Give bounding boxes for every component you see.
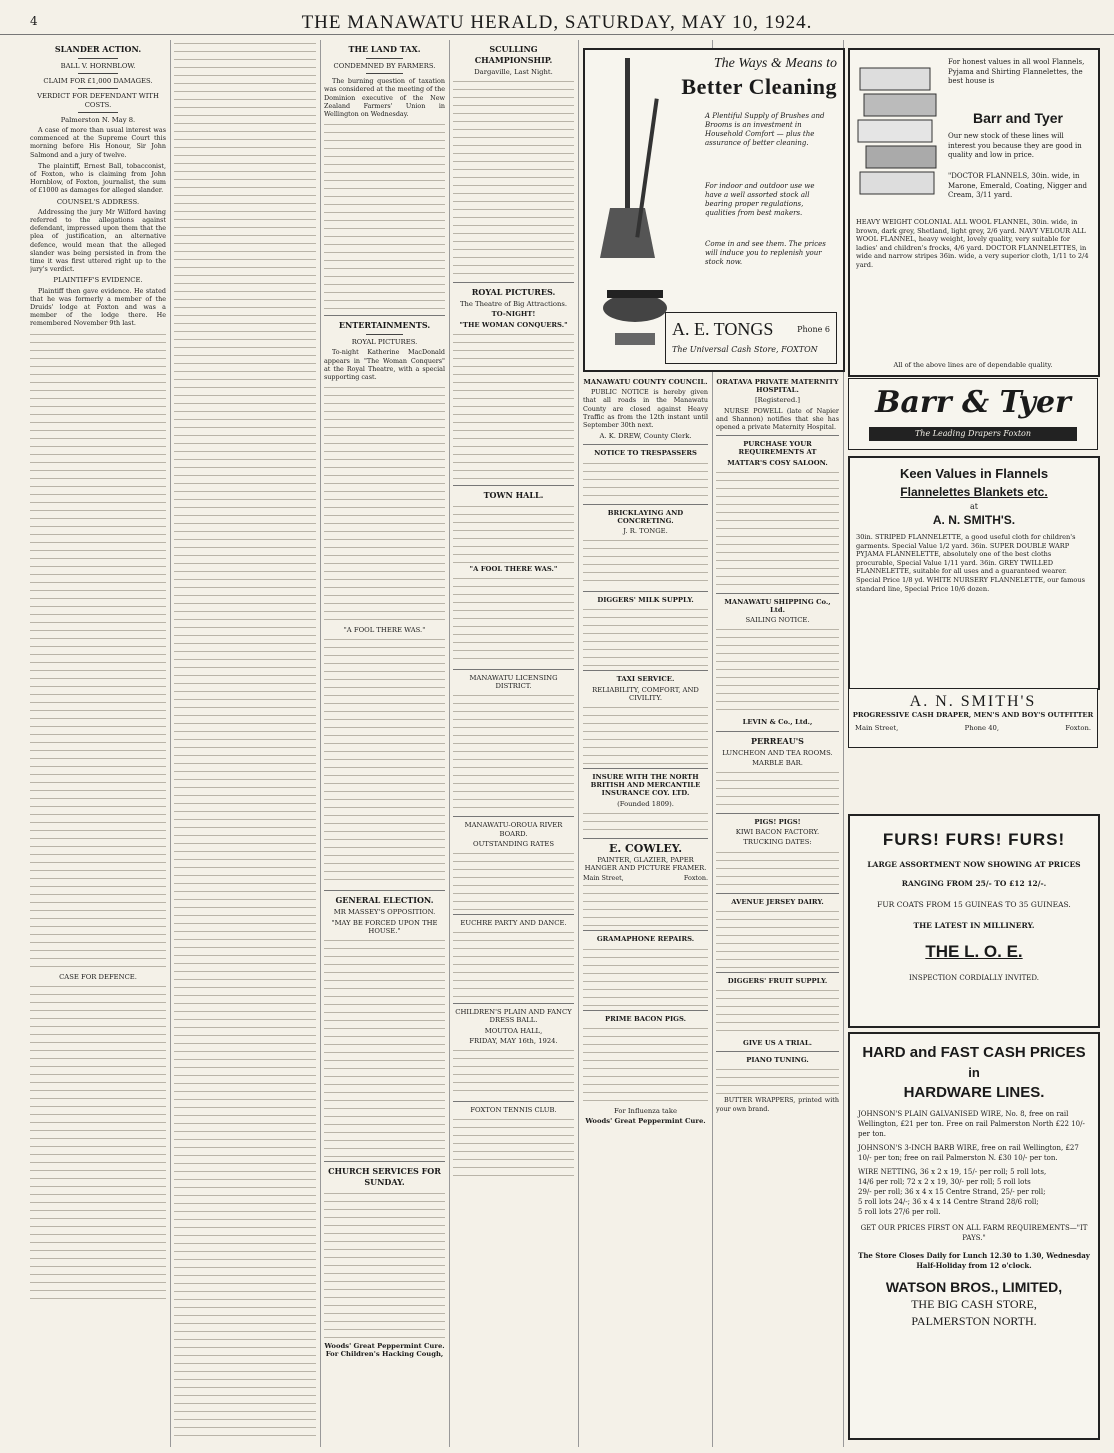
classifieds-column-6 xyxy=(716,376,839,1447)
advert-heading: Flannelettes Blankets etc. xyxy=(900,485,1048,499)
advert-heading: Better Cleaning xyxy=(681,74,837,99)
notice-heading: INSURE WITH THE NORTH BRITISH AND MERCANTILE INSURANCE COY. LTD. xyxy=(590,773,701,798)
body-text-lines xyxy=(453,331,574,481)
advert-body: For honest values in all wool Flannels, Pyjama and Shirting Flannelettes, the best house is xyxy=(948,58,1085,85)
address-town: Foxton. xyxy=(1065,724,1091,732)
advert-line: THE BIG CASH STORE, xyxy=(911,1297,1037,1311)
phone-number: Phone 6 xyxy=(797,325,830,334)
barr-tyer-advert xyxy=(848,48,1100,377)
body-text-lines xyxy=(174,40,316,1440)
advert-line: INSPECTION CORDIALLY INVITED. xyxy=(909,974,1039,982)
body-text-lines xyxy=(716,769,839,809)
body-text-lines xyxy=(324,636,445,886)
notice-heading: NOTICE TO TRESPASSERS xyxy=(594,449,697,458)
article-subhead: COUNSEL'S ADDRESS. xyxy=(56,197,140,206)
logo-script: Barr & Tyer xyxy=(875,385,1071,420)
body-text-lines xyxy=(716,469,839,589)
paragraph: PUBLIC NOTICE is hereby given that all roads in the Manawatu County are closed against Heavy Traffic as from the 12th instant until September 30th next. xyxy=(583,388,708,430)
article-subhead: "MAY BE FORCED UPON THE HOUSE." xyxy=(331,918,438,935)
article-headline: GENERAL ELECTION. xyxy=(335,895,434,906)
page-number: 4 xyxy=(30,14,38,28)
notice-heading: TAXI SERVICE. xyxy=(616,675,675,684)
body-text-lines xyxy=(583,460,708,500)
advert-heading: The Ways & Means to xyxy=(713,56,837,71)
price-list: 30in. STRIPED FLANNELETTE, a good useful cloth for children's garments. Special Value 1/2 yard. 36in. SUPER DOUBLE WARP PYJAMA FLANNELETTE, absolutely one of the best cloths procurable, Special Value 1/11 yard. 36in. GREY TWILLED FLANNELETTE, suitable for all uses and a guaranteed wearer. Special Price 1/8 yd. WHITE NURSERY FLANNELETTE, our famous standard line, Special Price 10/6 dozen. xyxy=(856,533,1085,593)
article-headline: ROYAL PICTURES. xyxy=(471,287,556,298)
paragraph: A case of more than usual interest was commenced at the Supreme Court this morning before His Honour, Sir John Salmond and a jury of twelve. xyxy=(30,126,166,159)
article-subhead: CASE FOR DEFENCE. xyxy=(59,972,137,981)
price-line: 14/6 per roll; 72 x 2 x 19, 30/- per roll; 5 roll lots xyxy=(858,1178,1031,1186)
tongs-advert xyxy=(583,48,845,372)
column-rule xyxy=(170,40,171,1447)
article-headline: CHURCH SERVICES FOR SUNDAY. xyxy=(328,1166,441,1188)
opening-hours: The Store Closes Daily for Lunch 12.30 to 1.30, Wednesday Half-Holiday from 12 o'clock. xyxy=(858,1251,1090,1270)
address-street: Main Street, xyxy=(855,724,899,732)
body-text-lines xyxy=(453,850,574,910)
article-subhead: "A FOOL THERE WAS." xyxy=(343,626,426,635)
advertiser-name: E. COWLEY. xyxy=(608,841,683,855)
article-headline: ENTERTAINMENTS. xyxy=(338,320,431,331)
body-text-lines xyxy=(324,384,445,624)
address-town: Foxton. xyxy=(683,874,708,883)
address-street: Main Street, xyxy=(583,874,624,883)
column-rule xyxy=(578,40,579,1447)
advert-heading: Keen Values in Flannels xyxy=(899,466,1049,481)
furs-advert xyxy=(848,814,1100,1028)
price-line: JOHNSON'S 3-INCH BARB WIRE, free on rail Wellington, £27 10/- per ton; free on rail Palmerston N. £30 10/- per ton. xyxy=(858,1144,1079,1162)
body-text-lines xyxy=(453,78,574,278)
article-headline: CHILDREN'S PLAIN AND FANCY DRESS BALL. xyxy=(455,1008,572,1025)
advert-line: Woods' Great Peppermint Cure. For Children's Hacking Cough, xyxy=(324,1342,445,1359)
article-subhead: "A FOOL THERE WAS." xyxy=(469,564,558,573)
body-text-lines xyxy=(583,537,708,587)
article-subhead: VERDICT FOR DEFENDANT WITH COSTS. xyxy=(37,92,159,109)
body-text-lines xyxy=(453,929,574,999)
flannel-bolts-illustration xyxy=(856,58,941,198)
store-name: WATSON BROS., LIMITED, xyxy=(885,1279,1063,1295)
advert-heading: FURS! FURS! FURS! xyxy=(882,830,1066,849)
store-name: A. N. SMITH'S xyxy=(909,693,1037,710)
advert-line: PAINTER, GLAZIER, PAPER HANGER AND PICTURE FRAMER. xyxy=(584,855,707,873)
price-list: HEAVY WEIGHT COLONIAL ALL WOOL FLANNEL, 30in. wide, in brown, dark grey, Shetland, light grey, 2/6 yard. NAVY VELOUR ALL WOOL FLANNEL, heavy weight, lovely quality, very suitable for ladies' and children's frocks, 4/6 yard. DOCTOR FLANNELETTES, in wide and narrow stripes 36in. wide, a very superior cloth, 1/11 to 2/4 yard. xyxy=(856,218,1089,269)
price-line: WIRE NETTING, 36 x 2 x 19, 15/- per roll; 5 roll lots, xyxy=(858,1168,1047,1176)
notice-heading: BRICKLAYING AND CONCRETING. xyxy=(607,508,684,525)
notice-heading: DIGGERS' FRUIT SUPPLY. xyxy=(727,976,828,985)
body-text-lines xyxy=(716,849,839,889)
advert-line: (Founded 1809). xyxy=(617,799,674,808)
advert-line: PROGRESSIVE CASH DRAPER, MEN'S AND BOY'S OUTFITTER xyxy=(852,711,1094,719)
notice-heading: DIGGERS' MILK SUPPLY. xyxy=(597,596,694,605)
price-line: 5 roll lots 24/-; 36 x 4 x 14 Centre Strand 28/6 roll; xyxy=(858,1198,1039,1206)
article-subhead: CLAIM FOR £1,000 DAMAGES. xyxy=(43,77,153,86)
article-subhead: MOUTOA HALL, xyxy=(484,1026,543,1035)
price-line: GET OUR PRICES FIRST ON ALL FARM REQUIREMENTS—"IT PAYS." xyxy=(860,1224,1088,1242)
logo-banner: The Leading Drapers Foxton xyxy=(869,427,1077,441)
store-address: The Universal Cash Store, FOXTON xyxy=(672,345,818,354)
advert-heading: HARDWARE LINES. xyxy=(903,1084,1045,1101)
body-text-lines xyxy=(324,1190,445,1340)
advert-line: For Influenza take xyxy=(614,1106,677,1115)
article-headline: TOWN HALL. xyxy=(483,489,544,500)
notice-heading: MANAWATU SHIPPING Co., Ltd. xyxy=(724,597,831,615)
tongs-namebox xyxy=(665,312,837,364)
price-line: JOHNSON'S PLAIN GALVANISED WIRE, No. 8, free on rail Wellington, £21 per ton. Free on rail Palmerston North £22 10/- per ton. xyxy=(858,1110,1085,1138)
masthead xyxy=(0,0,1114,35)
article-subhead: TO-NIGHT! xyxy=(491,310,536,319)
article-subhead: OUTSTANDING RATES xyxy=(473,839,554,848)
signature: A. K. DREW, County Clerk. xyxy=(599,432,692,441)
article-subhead: CONDEMNED BY FARMERS. xyxy=(333,62,436,70)
advert-line: TRUCKING DATES: xyxy=(743,838,812,847)
body-text-lines xyxy=(716,626,839,716)
advert-line: PALMERSTON NORTH. xyxy=(911,1314,1037,1328)
advert-line: KIWI BACON FACTORY. xyxy=(735,828,820,837)
advert-body: "DOCTOR FLANNELS, 30in. wide, in Marone, Emerald, Coating, Nigger and Cream, 3/11 yard. xyxy=(948,172,1088,199)
advert-line: LARGE ASSORTMENT NOW SHOWING AT PRICES xyxy=(867,860,1081,869)
advert-line: [Registered.] xyxy=(755,396,800,405)
advert-line: MARBLE BAR. xyxy=(752,758,803,767)
smith-advert xyxy=(848,456,1100,690)
store-name: THE L. O. E. xyxy=(925,942,1023,961)
classifieds-column-5 xyxy=(583,376,708,1447)
notice-heading: ORATAVA PRIVATE MATERNITY HOSPITAL. xyxy=(716,378,839,395)
notice-heading: PURCHASE YOUR REQUIREMENTS AT xyxy=(738,440,817,457)
advert-heading: HARD and FAST CASH PRICES xyxy=(862,1044,1086,1061)
body-text-lines xyxy=(453,503,574,563)
body-text-lines xyxy=(324,937,445,1157)
watson-advert xyxy=(848,1032,1100,1440)
barr-tyer-logo xyxy=(848,378,1098,450)
advert-body: For indoor and outdoor use we have a well assorted stock all bearing proper regulations, qualities from best makers. xyxy=(705,182,815,217)
advert-body: Our new stock of these lines will interest you because they are good in quality and low in price. xyxy=(948,132,1082,159)
advert-line: in xyxy=(968,1065,980,1080)
body-text-lines xyxy=(453,1116,574,1176)
slander-article-continued xyxy=(174,40,316,1447)
paragraph: NURSE POWELL (late of Napier and Shannon) notifies that she has opened a private Maternity Hospital. xyxy=(716,406,839,432)
article-subhead: BALL V. HORNBLOW. xyxy=(60,62,136,70)
notice-heading: PRIME BACON PIGS. xyxy=(604,1014,687,1023)
advert-line: RANGING FROM 25/- TO £12 12/-. xyxy=(901,879,1047,888)
advert-line: THE LATEST IN MILLINERY. xyxy=(913,921,1035,930)
body-text-lines xyxy=(583,882,708,926)
dateline: Palmerston N. May 8. xyxy=(60,115,136,124)
store-name: A. N. SMITH'S. xyxy=(932,513,1016,527)
smith-footer xyxy=(848,688,1098,748)
column-rule xyxy=(320,40,321,1447)
advert-line: LUNCHEON AND TEA ROOMS. xyxy=(722,748,833,757)
price-line: 29/- per roll; 36 x 4 x 15 Centre Strand, 25/- per roll; xyxy=(858,1188,1046,1196)
body-text-lines xyxy=(583,946,708,1006)
paragraph: BUTTER WRAPPERS, printed with your own brand. xyxy=(716,1096,839,1113)
advert-line: at xyxy=(970,502,978,511)
body-text-lines xyxy=(716,987,839,1037)
paragraph: To-night Katherine MacDonald appears in "The Woman Conquers" at the Royal Theatre, with a special supporting cast. xyxy=(324,348,445,382)
advert-line: RELIABILITY, COMFORT, AND CIVILITY. xyxy=(592,685,699,702)
article-headline: MANAWATU-OROUA RIVER BOARD. xyxy=(464,821,563,838)
paragraph: Plaintiff then gave evidence. He stated that he was formerly a member of the Druids' lodge at Foxton and was a member of the lodge there. He remembered November 9th last. xyxy=(30,286,166,328)
article-headline: THE LAND TAX. xyxy=(348,44,421,54)
store-name: A. E. TONGS xyxy=(672,319,774,339)
paragraph: The burning question of taxation was considered at the meeting of the Dominion executive of the New Zealand Farmers' Union in Wellington on Wednesday. xyxy=(324,77,445,119)
dateline: Dargaville, Last Night. xyxy=(474,68,553,76)
advert-line: Woods' Great Peppermint Cure. xyxy=(585,1117,706,1126)
notice-heading: MANAWATU COUNTY COUNCIL. xyxy=(583,378,708,386)
notice-heading: PIANO TUNING. xyxy=(746,1056,809,1065)
paragraph: Addressing the jury Mr Wilford having referred to the allegations against defendant, impressed upon them that the plea of justification, an alternative defence, would mean that the alleged slander was being persisted in from the time it was first uttered right up to the jury's verdict. xyxy=(30,207,166,274)
advert-line: GIVE US A TRIAL. xyxy=(743,1039,812,1048)
article-subhead: FRIDAY, MAY 16th, 1924. xyxy=(469,1036,558,1045)
article-headline: MANAWATU LICENSING DISTRICT. xyxy=(469,674,558,691)
article-headline: SCULLING CHAMPIONSHIP. xyxy=(474,44,553,65)
slander-article xyxy=(30,40,166,1447)
advertiser-name: PERREAU'S xyxy=(751,735,804,746)
body-text-lines xyxy=(453,1047,574,1097)
advert-body: A Plentiful Supply of Brushes and Brooms is an investment in Household Comfort — plus the assurance of better cleaning. xyxy=(705,112,825,147)
article-subhead: The Theatre of Big Attractions. xyxy=(459,300,568,309)
column-rule xyxy=(449,40,450,1447)
body-text-lines xyxy=(583,1025,708,1105)
body-text-lines xyxy=(583,810,708,834)
body-text-lines xyxy=(716,1066,839,1096)
article-subhead: ROYAL PICTURES. xyxy=(351,338,418,347)
store-name: Barr and Tyer xyxy=(973,110,1063,126)
article-subhead: PLAINTIFF'S EVIDENCE. xyxy=(53,276,143,285)
notice-heading: AVENUE JERSEY DAIRY. xyxy=(731,897,824,906)
brooms-illustration xyxy=(595,58,673,358)
article-headline: FOXTON TENNIS CLUB. xyxy=(470,1106,557,1115)
body-text-lines xyxy=(324,121,445,311)
paragraph: The plaintiff, Ernest Ball, tobacconist, of Foxton, who is claiming from John Hornblow, of Foxton, journalist, the sum of £1000 as damages for alleged slander. xyxy=(30,161,166,195)
body-text-lines xyxy=(30,983,166,1303)
notice-heading: PIGS! PIGS! xyxy=(754,818,801,827)
body-text-lines xyxy=(453,692,574,812)
news-column-3 xyxy=(324,40,445,1447)
body-text-lines xyxy=(583,704,708,764)
phone-number: Phone 40, xyxy=(964,724,1000,732)
notice-heading: GRAMAPHONE REPAIRS. xyxy=(596,935,695,944)
article-headline: SLANDER ACTION. xyxy=(54,44,142,54)
newspaper-title: THE MANAWATU HERALD, SATURDAY, MAY 10, 1924. xyxy=(301,12,813,33)
news-column-4 xyxy=(453,40,574,1447)
price-line: 5 roll lots 27/6 per roll. xyxy=(858,1208,941,1216)
article-headline: EUCHRE PARTY AND DANCE. xyxy=(460,919,567,928)
advert-footer: All of the above lines are of dependable quality. xyxy=(893,361,1053,369)
body-text-lines xyxy=(30,331,166,971)
advertiser-name: LEVIN & Co., Ltd., xyxy=(742,718,813,727)
article-subhead: MR MASSEY'S OPPOSITION. xyxy=(333,908,436,917)
article-subhead: "THE WOMAN CONQUERS." xyxy=(459,320,568,329)
body-text-lines xyxy=(453,575,574,665)
advert-line: SAILING NOTICE. xyxy=(745,616,810,625)
advertiser-name: MATTAR'S COSY SALOON. xyxy=(727,458,828,467)
body-text-lines xyxy=(583,606,708,666)
advert-line: FUR COATS FROM 15 GUINEAS TO 35 GUINEAS. xyxy=(877,900,1071,909)
advert-body: Come in and see them. The prices will induce you to replenish your stock now. xyxy=(705,240,826,266)
body-text-lines xyxy=(716,908,839,968)
advertiser-name: J. R. TONGE. xyxy=(623,527,668,536)
